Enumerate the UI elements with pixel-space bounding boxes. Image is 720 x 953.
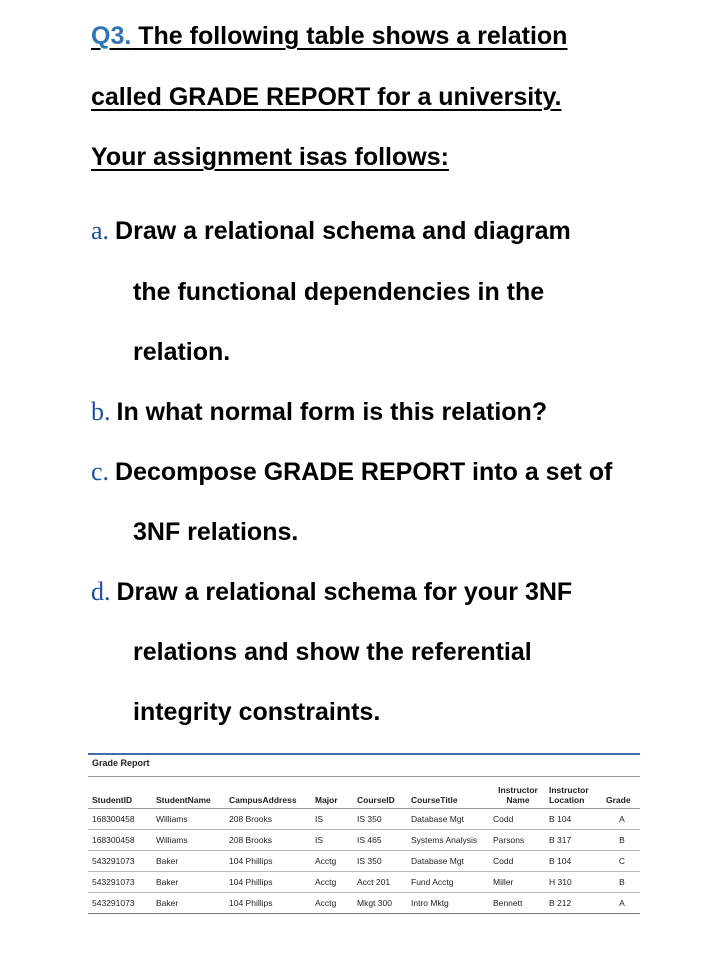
table-cell: Fund Acctg xyxy=(407,872,489,893)
heading-line-2: called GRADE REPORT for a university. xyxy=(91,83,562,111)
table-cell: 168300458 xyxy=(88,809,152,830)
table-cell: 104 Phillips xyxy=(225,851,311,872)
table-cell: Intro Mktg xyxy=(407,893,489,914)
col-header: Major xyxy=(311,777,353,809)
table-cell: A xyxy=(602,809,640,830)
table-cell: Baker xyxy=(152,851,225,872)
item-b xyxy=(91,397,547,427)
col-header: StudentName xyxy=(152,777,225,809)
item-letter: a. xyxy=(91,216,110,245)
table-cell: 543291073 xyxy=(88,851,152,872)
table-cell: Acctg xyxy=(311,851,353,872)
table-cell: Acctg xyxy=(311,872,353,893)
table-cell: IS 350 xyxy=(353,851,407,872)
table-cell: 543291073 xyxy=(88,893,152,914)
table-cell: Parsons xyxy=(489,830,545,851)
table-cell: B xyxy=(602,872,640,893)
table-cell: Codd xyxy=(489,809,545,830)
table-row xyxy=(88,830,640,851)
table-caption: Grade Report xyxy=(88,755,640,777)
table-cell: Acct 201 xyxy=(353,872,407,893)
col-header: CourseTitle xyxy=(407,777,489,809)
grade-report-table xyxy=(88,753,640,914)
table-cell: IS xyxy=(311,809,353,830)
item-letter: b. xyxy=(91,397,111,426)
table-cell: A xyxy=(602,893,640,914)
table-header-row xyxy=(88,777,640,809)
grade-table xyxy=(88,777,640,914)
heading-line-3: Your assignment isas follows: xyxy=(91,143,449,171)
item-a-line-3: relation. xyxy=(133,338,231,366)
col-header: StudentID xyxy=(88,777,152,809)
table-cell: 208 Brooks xyxy=(225,830,311,851)
table-cell: IS 350 xyxy=(353,809,407,830)
heading-line-1-text: The following table shows a relation xyxy=(131,22,568,50)
table-row xyxy=(88,872,640,893)
table-cell: Baker xyxy=(152,893,225,914)
item-c xyxy=(91,457,612,487)
table-cell: B 104 xyxy=(545,851,602,872)
table-cell: 104 Phillips xyxy=(225,872,311,893)
item-c-line-2: 3NF relations. xyxy=(133,518,299,546)
item-letter: d. xyxy=(91,577,111,606)
table-cell: IS 465 xyxy=(353,830,407,851)
item-a xyxy=(91,216,571,246)
table-row xyxy=(88,893,640,914)
question-number: Q3. xyxy=(91,22,132,50)
table-cell: Miller xyxy=(489,872,545,893)
table-cell: Database Mgt xyxy=(407,851,489,872)
table-cell: Williams xyxy=(152,830,225,851)
table-cell: B xyxy=(602,830,640,851)
item-text: Draw a relational schema and diagram xyxy=(115,217,571,245)
table-cell: Bennett xyxy=(489,893,545,914)
item-text: Draw a relational schema for your 3NF xyxy=(116,578,573,606)
table-cell: B 212 xyxy=(545,893,602,914)
item-d xyxy=(91,577,572,607)
item-d-line-2: relations and show the referential xyxy=(133,638,532,666)
heading-line-1 xyxy=(91,22,567,51)
table-cell: B 104 xyxy=(545,809,602,830)
table-row xyxy=(88,851,640,872)
table-cell: B 317 xyxy=(545,830,602,851)
table-cell: 208 Brooks xyxy=(225,809,311,830)
table-cell: H 310 xyxy=(545,872,602,893)
col-header: Grade xyxy=(602,777,640,809)
table-cell: Database Mgt xyxy=(407,809,489,830)
item-a-line-2: the functional dependencies in the xyxy=(133,278,545,306)
col-header: Instructor Location xyxy=(545,777,602,809)
table-cell: Baker xyxy=(152,872,225,893)
col-header: Instructor Name xyxy=(489,777,545,809)
table-cell: 104 Phillips xyxy=(225,893,311,914)
table-cell: C xyxy=(602,851,640,872)
item-text: In what normal form is this relation? xyxy=(116,398,548,426)
item-d-line-3: integrity constraints. xyxy=(133,698,381,726)
col-header: CampusAddress xyxy=(225,777,311,809)
table-cell: Systems Analysis xyxy=(407,830,489,851)
table-cell: 168300458 xyxy=(88,830,152,851)
table-cell: Williams xyxy=(152,809,225,830)
table-cell: IS xyxy=(311,830,353,851)
table-cell: Codd xyxy=(489,851,545,872)
table-cell: 543291073 xyxy=(88,872,152,893)
item-letter: c. xyxy=(91,457,110,486)
item-text: Decompose GRADE REPORT into a set of xyxy=(115,458,613,486)
table-cell: Mkgt 300 xyxy=(353,893,407,914)
col-header: CourseID xyxy=(353,777,407,809)
table-cell: Acctg xyxy=(311,893,353,914)
table-row xyxy=(88,809,640,830)
